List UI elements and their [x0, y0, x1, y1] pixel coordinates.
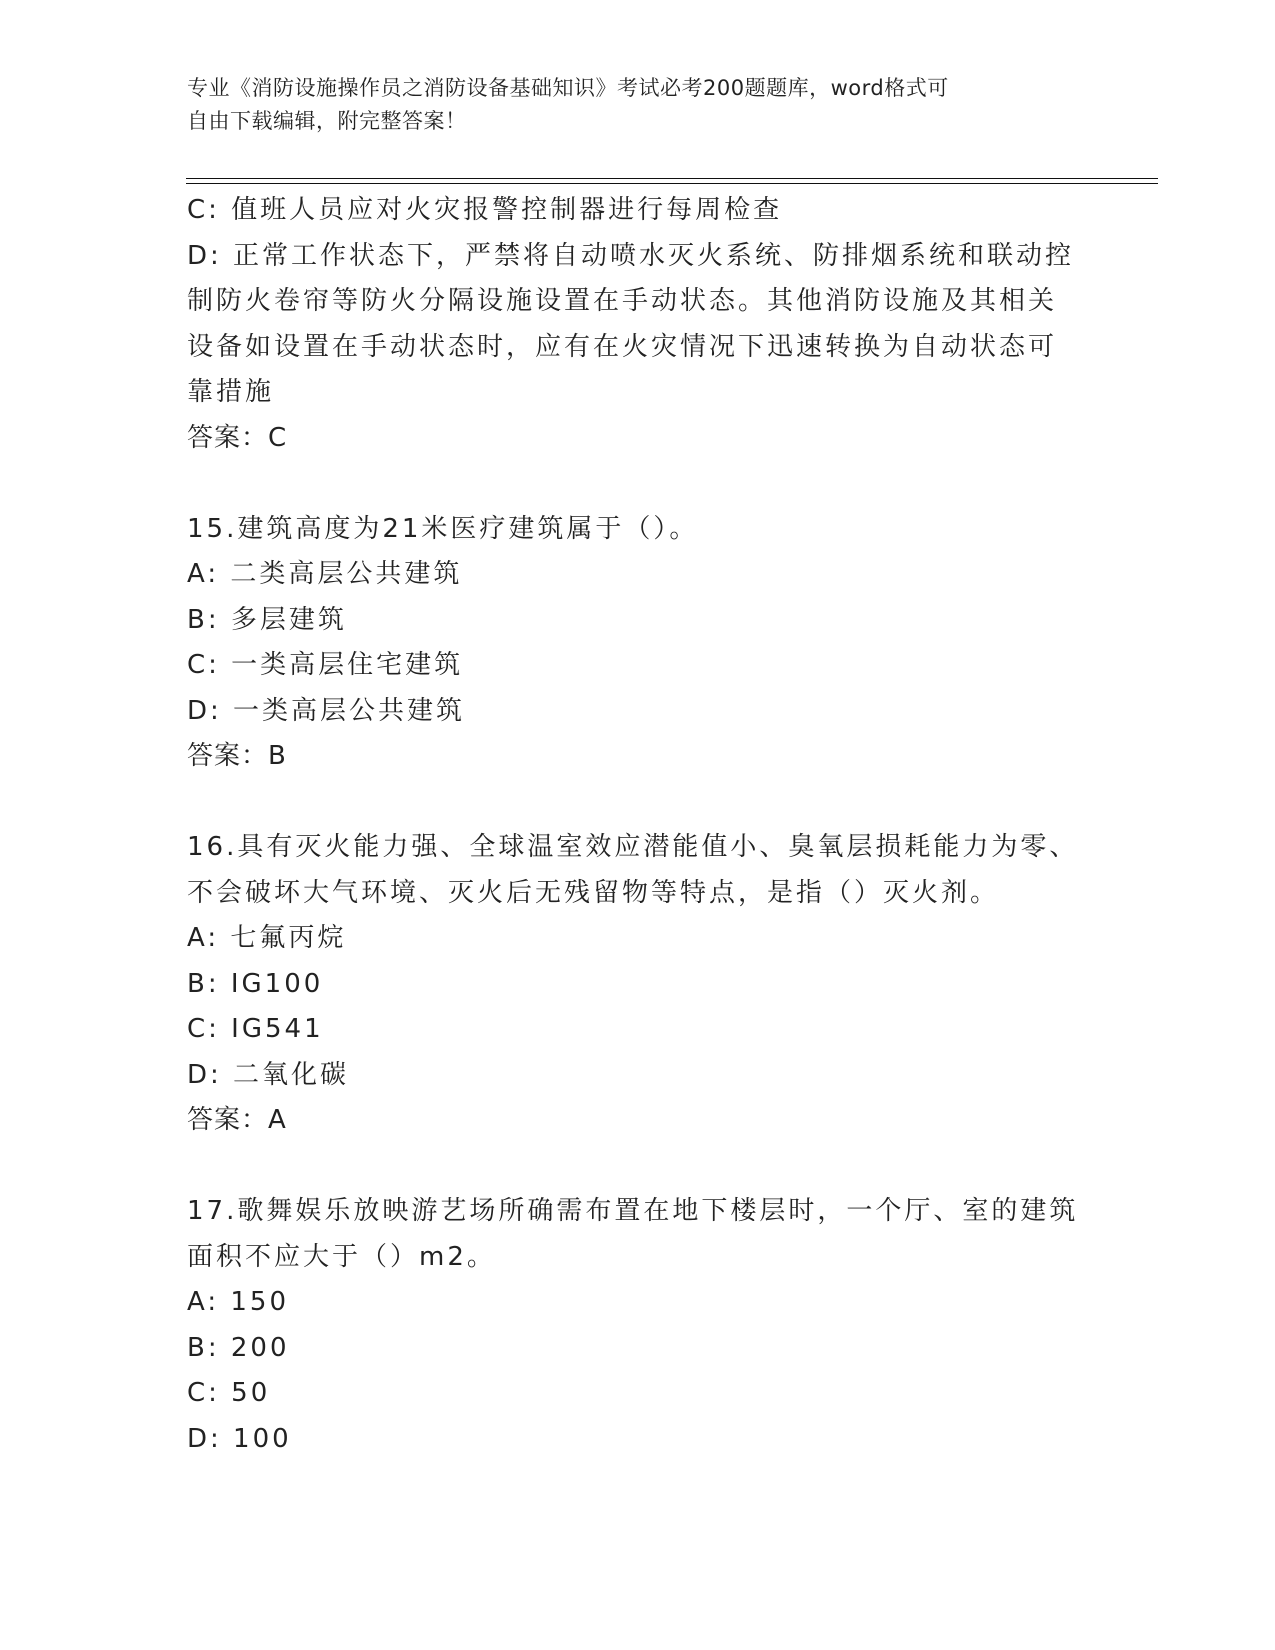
- spacer: [187, 1144, 1087, 1190]
- option-d: D: 一类高层公共建筑: [187, 695, 466, 726]
- question-stem-line-2: 面积不应大于（）m2。: [187, 1241, 496, 1272]
- document-header: [187, 72, 1067, 138]
- option-d-line-4: 靠措施: [187, 377, 275, 407]
- question-stem: 15.建筑高度为21米医疗建筑属于（）。: [187, 513, 699, 544]
- header-line-1: 专业《消防设施操作员之消防设备基础知识》考试必考200题题库，word格式可: [187, 76, 949, 100]
- question-14: [187, 188, 1087, 461]
- option-d-line-3: 设备如设置在手动状态时，应有在火灾情况下迅速转换为自动状态可: [187, 331, 1058, 362]
- option-c: C: 值班人员应对火灾报警控制器进行每周检查: [187, 195, 783, 225]
- option-c: C: IG541: [187, 1014, 324, 1044]
- header-divider-bottom: [186, 183, 1158, 184]
- option-c: C: 50: [187, 1378, 271, 1408]
- option-b: B: 多层建筑: [187, 604, 347, 635]
- option-b: B: IG100: [187, 968, 324, 999]
- question-17: [187, 1189, 1087, 1462]
- question-stem-line-1: 16.具有灭火能力强、全球温室效应潜能值小、臭氧层损耗能力为零、: [187, 832, 1079, 862]
- answer: 答案：B: [187, 741, 287, 771]
- question-15: [187, 507, 1087, 780]
- option-d-line-1: D: 正常工作状态下，严禁将自动喷水灭火系统、防排烟系统和联动控: [187, 240, 1075, 271]
- option-d: D: 二氧化碳: [187, 1059, 350, 1090]
- spacer: [187, 780, 1087, 826]
- header-divider-top: [186, 178, 1158, 179]
- option-a: A: 七氟丙烷: [187, 923, 347, 953]
- header-line-2: 自由下载编辑，附完整答案！: [187, 109, 467, 133]
- answer: 答案：C: [187, 422, 288, 453]
- spacer: [187, 461, 1087, 507]
- question-stem-line-2: 不会破坏大气环境、灭火后无残留物等特点，是指（）灭火剂。: [187, 877, 1000, 908]
- question-stem-line-1: 17.歌舞娱乐放映游艺场所确需布置在地下楼层时，一个厅、室的建筑: [187, 1196, 1079, 1226]
- option-a: A: 二类高层公共建筑: [187, 559, 463, 589]
- question-content: [187, 188, 1087, 1462]
- option-b: B: 200: [187, 1332, 290, 1363]
- option-c: C: 一类高层住宅建筑: [187, 650, 464, 680]
- answer: 答案：A: [187, 1105, 287, 1135]
- option-d: D: 100: [187, 1423, 292, 1454]
- option-a: A: 150: [187, 1287, 289, 1317]
- option-d-line-2: 制防火卷帘等防火分隔设施设置在手动状态。其他消防设施及其相关: [187, 286, 1058, 316]
- question-16: [187, 825, 1087, 1144]
